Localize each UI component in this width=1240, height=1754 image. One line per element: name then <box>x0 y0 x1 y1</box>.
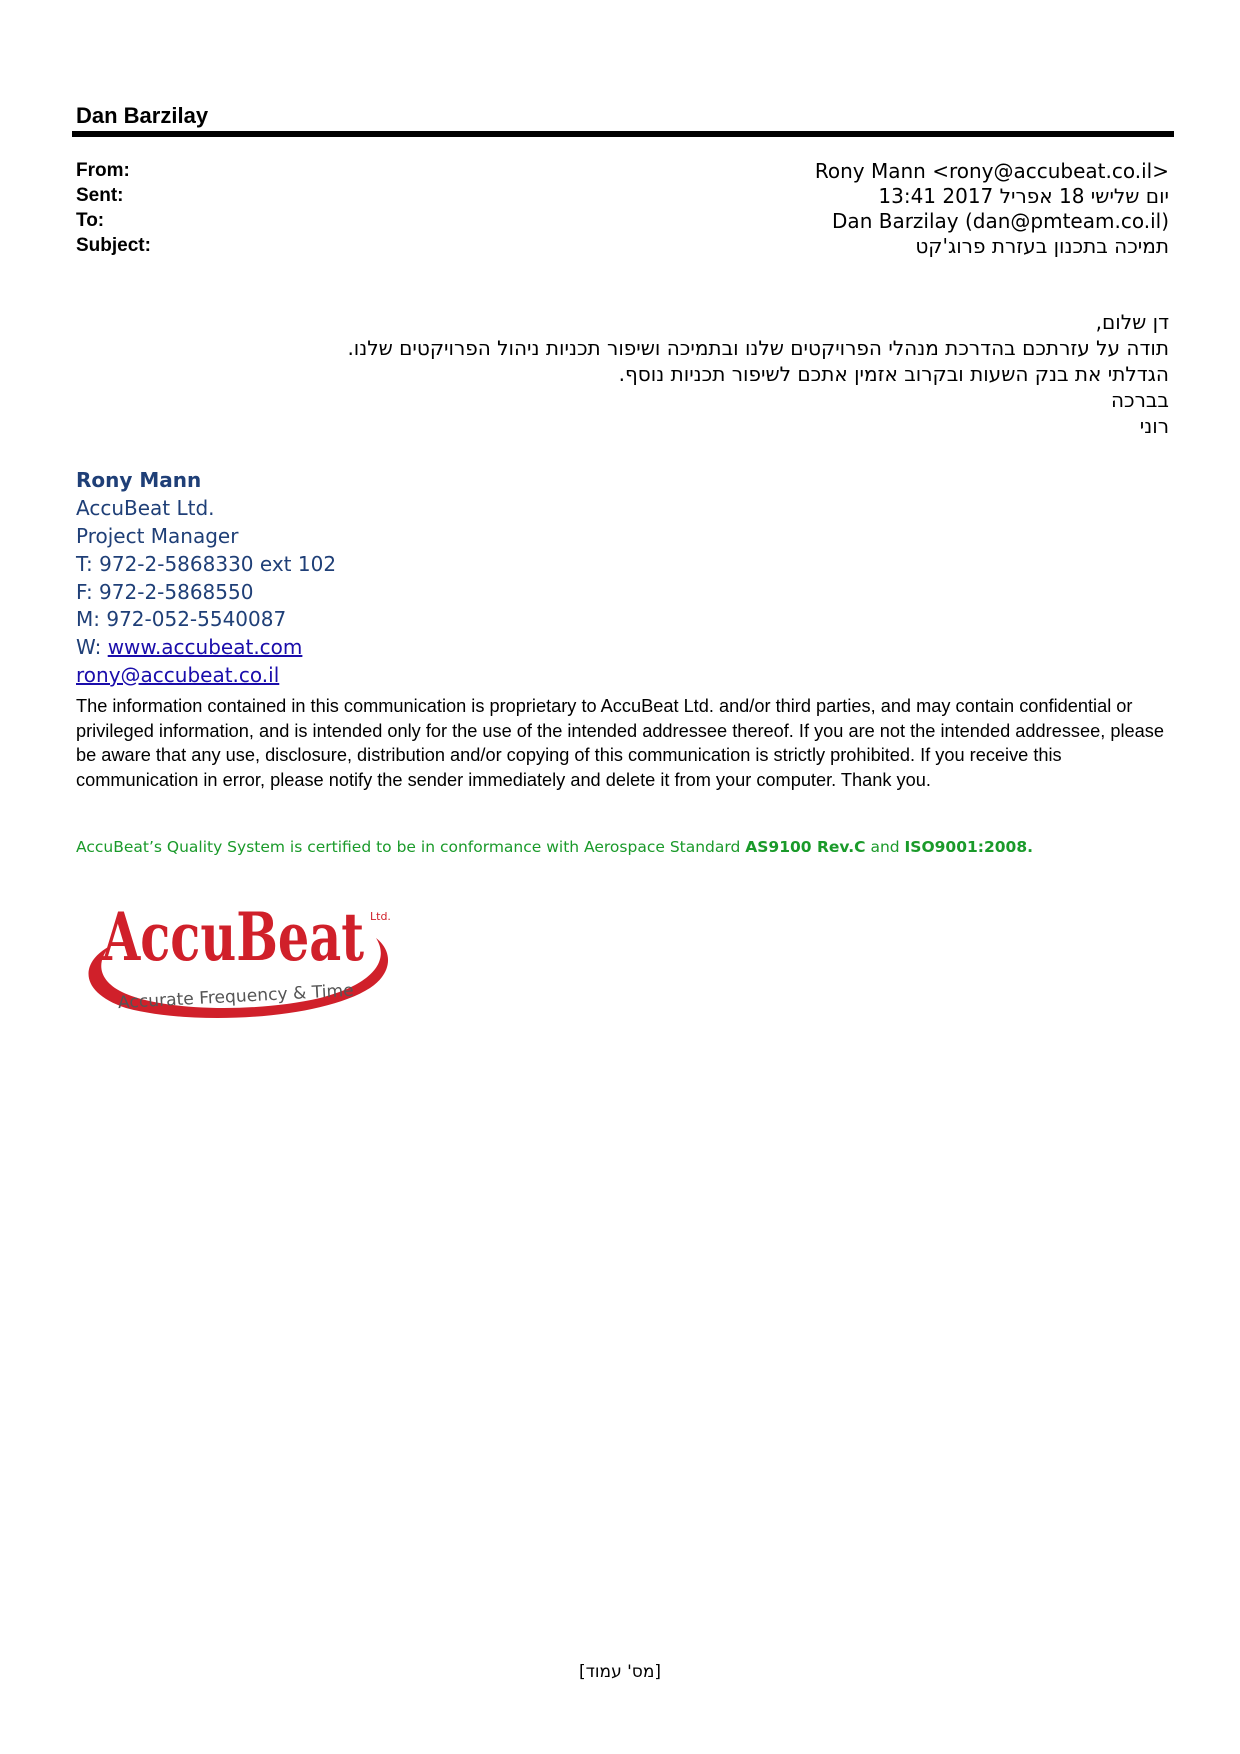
signature-name: Rony Mann <box>76 468 202 492</box>
logo-suffix: Ltd. <box>370 910 391 923</box>
accubeat-logo <box>74 880 414 1030</box>
sent-value: יום שלישי 18 אפריל 2017 13:41 <box>878 184 1169 208</box>
body-line: בברכה <box>1110 388 1169 412</box>
logo-brand: AccuBeat <box>101 898 365 976</box>
quality-standard-iso: ISO9001:2008. <box>904 838 1034 856</box>
signature-company: AccuBeat Ltd. <box>76 496 215 520</box>
page-title: Dan Barzilay <box>76 103 209 128</box>
logo-tagline: Accurate Frequency & Time <box>117 980 353 1014</box>
signature-phone: T: 972-2-5868330 ext 102 <box>76 552 337 576</box>
subject-value: תמיכה בתכנון בעזרת פרוג'קט <box>915 234 1169 258</box>
quality-statement <box>76 838 1033 856</box>
website-link[interactable]: www.accubeat.com <box>107 635 303 659</box>
body-line: תודה על עזרתכם בהדרכת מנהלי הפרויקטים שלנו ובתמיכה ושיפור תכניות ניהול הפרויקטים שלנו. <box>347 336 1169 360</box>
from-label: From: <box>76 160 130 181</box>
confidentiality-disclaimer: The information contained in this communication is proprietary to AccuBeat Ltd. and/or third parties, and may contain confidential or privileged information, and is intended only for the use of the intended addressee thereof. If you are not the intended addressee, please be aware that any use, disclosure, distribution and/or copying of this communication is strictly prohibited. If you receive this communication in error, please notify the sender immediately and delete it from your computer. Thank you. <box>76 696 1164 790</box>
signature-fax: F: 972-2-5868550 <box>76 580 254 604</box>
signature-web <box>76 635 302 659</box>
web-prefix: W: <box>76 635 108 659</box>
body-line: הגדלתי את בנק השעות ובקרוב אזמין אתכם לשיפור תכניות נוסף. <box>618 362 1169 386</box>
to-label: To: <box>76 210 105 231</box>
to-value: (Dan Barzilay (dan@pmteam.co.il <box>832 209 1169 233</box>
page-number: [מס' עמוד] <box>578 1662 662 1682</box>
signature-role: Project Manager <box>76 524 239 548</box>
email-link[interactable]: rony@accubeat.co.il <box>76 663 280 687</box>
from-value: <Rony Mann <rony@accubeat.co.il <box>814 159 1169 183</box>
quality-standard-as9100: AS9100 Rev.C <box>745 838 866 856</box>
body-line: רוני <box>1139 414 1169 438</box>
quality-text: AccuBeat’s Quality System is certified to be in conformance with Aerospace Standard <box>76 838 746 856</box>
quality-text: and <box>865 838 905 856</box>
signature-email <box>76 663 279 687</box>
title-divider <box>72 131 1174 137</box>
signature-mobile: M: 972-052-5540087 <box>76 607 287 631</box>
sent-label: Sent: <box>76 185 124 206</box>
body-line: דן שלום, <box>1095 310 1169 334</box>
subject-label: Subject: <box>76 235 151 256</box>
